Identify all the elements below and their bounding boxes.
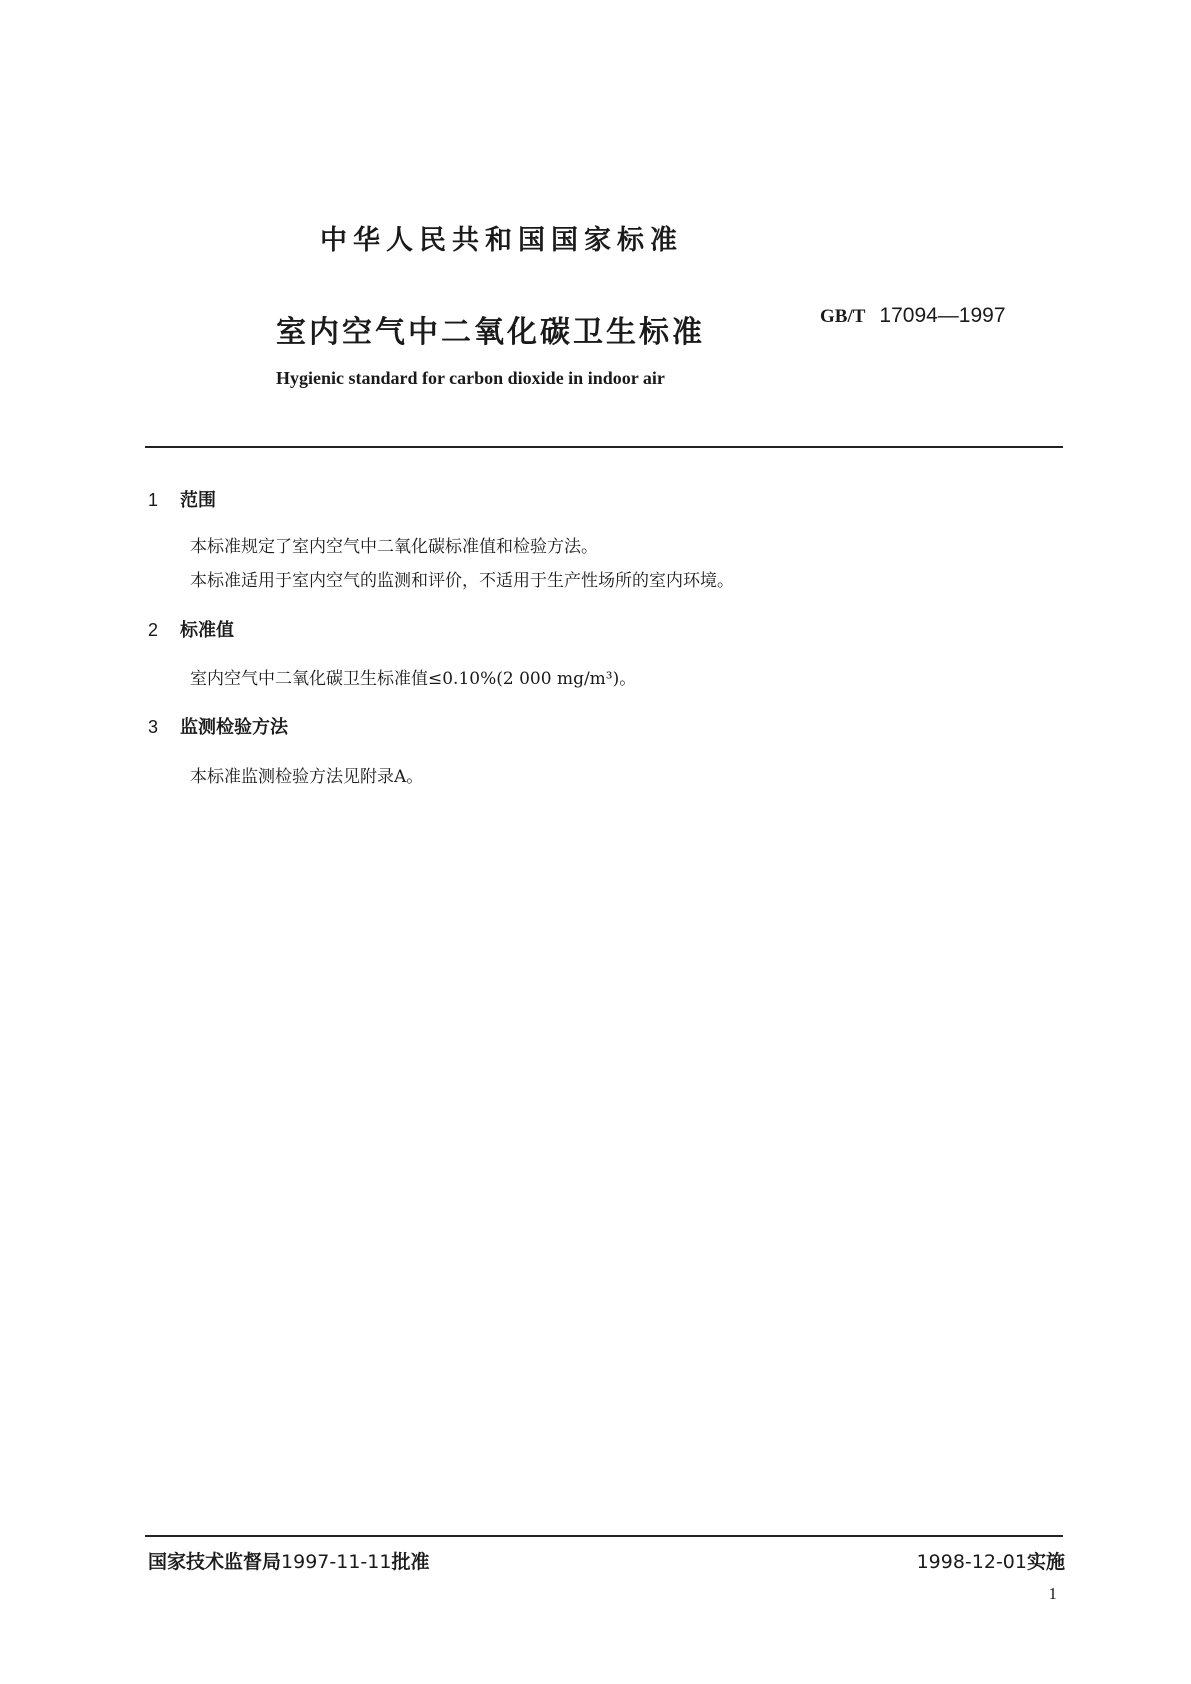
section-2-heading: [148, 616, 234, 642]
section-2-number: 2: [148, 620, 159, 640]
header-divider: [145, 446, 1063, 448]
approval-label: 批准: [391, 1551, 430, 1573]
standard-code: [820, 304, 1006, 328]
section-2-title: 标准值: [180, 620, 234, 641]
section-1-number: 1: [148, 490, 159, 510]
approving-authority: 国家技术监督局: [148, 1551, 282, 1573]
section-1-heading: [148, 486, 216, 512]
approval-date: 1997-11-11: [281, 1551, 392, 1573]
standard-code-number: 17094—1997: [879, 304, 1006, 327]
section-2-paragraph-1: 室内空气中二氧化碳卫生标准值≤0.10%(2 000 mg/m³)。: [190, 669, 637, 689]
section-3-paragraph-1: 本标准监测检验方法见附录A。: [190, 767, 424, 787]
effective-date: 1998-12-01: [916, 1551, 1027, 1573]
effective-line: [917, 1547, 1065, 1574]
footer-divider: [145, 1535, 1063, 1537]
country-standard-heading: 中华人民共和国国家标准: [320, 225, 683, 256]
standard-code-prefix: GB/T: [820, 306, 866, 327]
effective-label: 实施: [1026, 1551, 1065, 1573]
section-3-title: 监测检验方法: [180, 717, 288, 738]
section-1-paragraph-2: 本标准适用于室内空气的监测和评价，不适用于生产性场所的室内环境。: [190, 571, 734, 591]
section-1-title: 范围: [180, 490, 216, 511]
document-title-cn: 室内空气中二氧化碳卫生标准: [276, 315, 705, 350]
approval-line: [148, 1547, 429, 1574]
section-1-paragraph-1: 本标准规定了室内空气中二氧化碳标准值和检验方法。: [190, 537, 598, 557]
section-3-number: 3: [148, 717, 159, 737]
document-title-en: Hygienic standard for carbon dioxide in indoor air: [276, 368, 665, 388]
page-number: 1: [1048, 1584, 1057, 1603]
section-3-heading: [148, 713, 288, 739]
